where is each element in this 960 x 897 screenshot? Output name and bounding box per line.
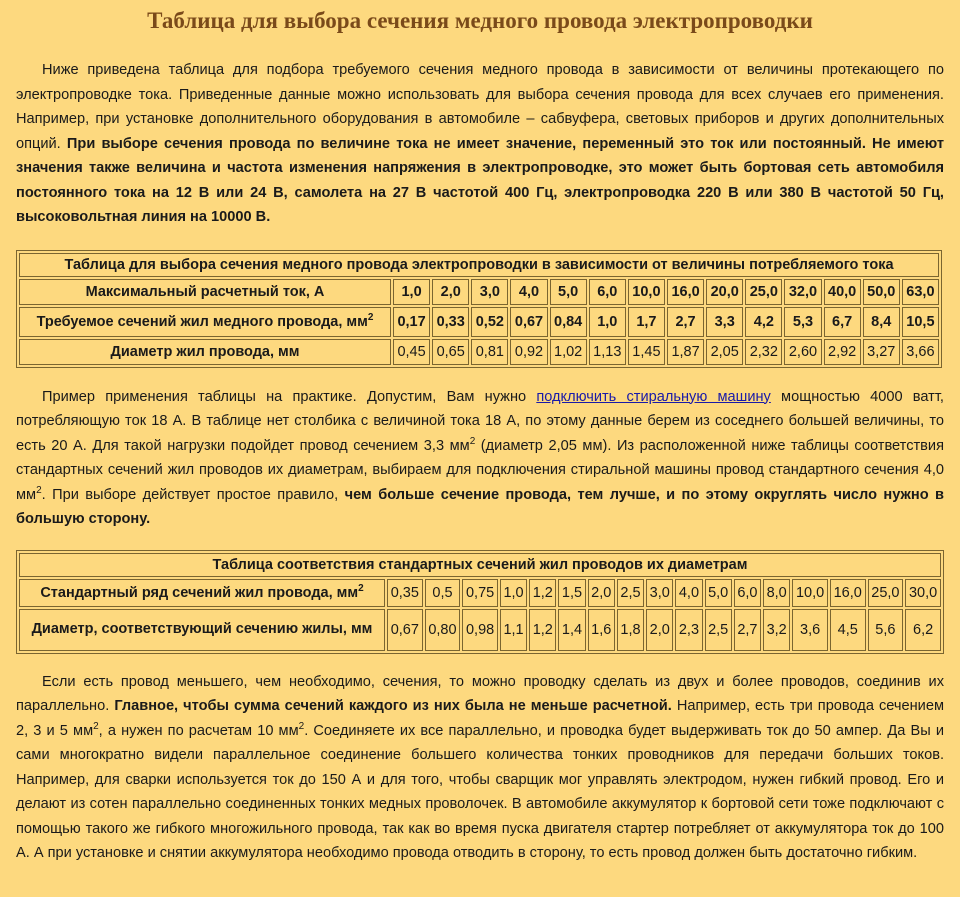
table1-diameter-cell: 2,32 — [745, 339, 782, 365]
table1-current-cell: 25,0 — [745, 279, 782, 305]
table1-diameter-cell: 2,92 — [824, 339, 861, 365]
table1-section-cell: 5,3 — [784, 307, 821, 337]
table1-section-cell: 0,84 — [550, 307, 587, 337]
table1-diameter-cell: 1,45 — [628, 339, 665, 365]
table2-section-cell: 4,0 — [675, 579, 702, 607]
table2-section-cell: 1,0 — [500, 579, 527, 607]
table2-section-cell: 1,5 — [558, 579, 585, 607]
example-bold-text: чем больше сечение провода, тем лучше, и по этому округлять число нужно в большую сторону. — [16, 486, 945, 527]
example-paragraph: Пример применения таблицы на практике. Допустим, Вам нужно подключить стиральную машину мощностью 4000 ватт, потребляющую ток 18 А. В таблице нет столбика с величиной тока 18 А, по этому данные берем из соседнего большей величины, то есть 20 А. Для такой нагрузки подойдет провод сечением 3,3 $мм^2$ (диаметр 2,05 мм). Из расположенной ниже таблицы соответствия стандартных сечений жил проводов их диаметрам, выбираем для подключения стиральной машины провод стандартного сечения 4,0 $мм^2$. При выборе действует простое правило, чем больше сечение провода, тем лучше, и по этому округлять число нужно в большую сторону. — [16, 388, 945, 527]
table1-section-cell: 0,33 — [432, 307, 469, 337]
table1-caption: Таблица для выбора сечения медного провода электропроводки в зависимости от величины потребляемого тока — [19, 253, 939, 277]
table1-diameter-label: Диаметр жил провода, мм — [19, 339, 391, 365]
table1-diameter-cell: 0,81 — [471, 339, 508, 365]
standard-sections-table — [16, 550, 944, 654]
table1-diameter-cell: 0,45 — [393, 339, 430, 365]
table2-diameter-cell: 6,2 — [905, 609, 941, 651]
table1-diameter-cell: 2,05 — [706, 339, 743, 365]
table1-diameter-cell: 1,87 — [667, 339, 704, 365]
table2-section-cell: 5,0 — [705, 579, 732, 607]
table1-diameter-cell: 2,60 — [784, 339, 821, 365]
intro-paragraph — [16, 58, 944, 230]
table1-section-cell: 10,5 — [902, 307, 939, 337]
table2-diameter-cell: 0,98 — [462, 609, 498, 651]
table1-diameter-cell: 3,27 — [863, 339, 900, 365]
table2-section-cell: 25,0 — [868, 579, 904, 607]
table2-diameter-cell: 4,5 — [830, 609, 866, 651]
parallel-paragraph: Если есть провод меньшего, чем необходимо, сечения, то можно проводку сделать из двух и более проводов, соединив их параллельно. Главное, чтобы сумма сечений каждого из них была не меньше расчетной. Например, есть три провода сечением 2, 3 и 5 $мм^2$, а нужен по расчетам 10 $мм^2$. Соединяете их все параллельно, и проводка будет выдерживать ток до 50 ампер. Да Вы и сами многократно видели параллельное соединение большего количества тонких проводников для передачи больших токов. Например, для сварки используется ток до 150 А и для того, чтобы сварщик мог управлять электродом, нужен гибкий провод. Его и делают из сотен параллельно соединенных тонких медных проволочек. В автомобиле аккумулятор к бортовой сети тоже подключают с помощью такого же гибкого многожильного провода, так как во время пуска двигателя стартер потребляет от аккумулятора ток до 100 А. А при установке и снятии аккумулятора необходимо провода отводить в сторону, то есть провод должен быть достаточно гибким. — [16, 673, 944, 861]
parallel-bold-text: Главное, чтобы сумма сечений каждого из них была не меньше расчетной. — [114, 698, 672, 714]
table2-section-cell: 8,0 — [763, 579, 790, 607]
table2-section-cell: 1,2 — [529, 579, 556, 607]
table1-current-cell: 50,0 — [863, 279, 900, 305]
table1-diameter-cell: 1,02 — [550, 339, 587, 365]
table1-current-cell: 4,0 — [510, 279, 547, 305]
table1-current-cell: 5,0 — [550, 279, 587, 305]
parallel-text: Если есть провод меньшего, чем необходимо, сечения, то можно проводку сделать из двух и более проводов, соединив их параллельно. — [16, 673, 944, 714]
table1-section-cell: 6,7 — [824, 307, 861, 337]
table1-section-label: Требуемое сечений жил медного провода, $мм^2$ — [19, 307, 391, 337]
table1-current-cell: 32,0 — [784, 279, 821, 305]
table2-diameter-cell: 3,6 — [792, 609, 828, 651]
table2-diameter-cell: 2,0 — [646, 609, 673, 651]
table2-diameter-cell: 3,2 — [763, 609, 790, 651]
table2-diameter-cell: 5,6 — [868, 609, 904, 651]
table1-section-cell: 3,3 — [706, 307, 743, 337]
table1-section-cell: 2,7 — [667, 307, 704, 337]
table1-current-cell: 16,0 — [667, 279, 704, 305]
table1-section-cell: 0,52 — [471, 307, 508, 337]
table1-section-cell: 4,2 — [745, 307, 782, 337]
table1-current-label: Максимальный расчетный ток, А — [19, 279, 391, 305]
table1-diameter-cell: 0,65 — [432, 339, 469, 365]
table2-diameter-cell: 0,67 — [387, 609, 423, 651]
table1-diameter-cell: 3,66 — [902, 339, 939, 365]
table2-section-cell: 0,35 — [387, 579, 423, 607]
table2-section-cell: 3,0 — [646, 579, 673, 607]
table2-section-cell: 2,5 — [617, 579, 644, 607]
table1-diameter-cell: 0,92 — [510, 339, 547, 365]
table1-current-cell: 40,0 — [824, 279, 861, 305]
table1-diameter-cell: 1,13 — [589, 339, 626, 365]
table2-diameter-cell: 2,7 — [734, 609, 761, 651]
table1-current-cell: 1,0 — [393, 279, 430, 305]
table2-section-cell: 30,0 — [905, 579, 941, 607]
table2-diameter-cell: 1,8 — [617, 609, 644, 651]
intro-bold-text: При выборе сечения провода по величине тока не имеет значение, переменный это ток или постоянный. Не имеют значения также величина и частота изменения напряжения в электропроводке, это может быть бортовая сеть автомобиля постоянного тока на 12 В или 24 В, самолета на 27 В частотой 400 Гц, электропроводка 220 В или 380 В частотой 50 Гц, высоковольтная линия на 10000 В. — [16, 135, 944, 225]
table2-diameter-cell: 2,3 — [675, 609, 702, 651]
current-section-table — [16, 250, 942, 368]
table1-current-cell: 6,0 — [589, 279, 626, 305]
table1-section-cell: 0,17 — [393, 307, 430, 337]
intro-text: Ниже приведена таблица для подбора требуемого сечения медного провода в зависимости от величины протекающего по электропроводке тока. Приведенные данные можно использовать для выбора сечения провода для всех случаев его применения. Например, при установке дополнительного оборудования в автомобиле – сабвуфера, световых приборов и других дополнительных опций. — [16, 62, 944, 152]
table2-diameter-cell: 2,5 — [705, 609, 732, 651]
washing-machine-link[interactable]: подключить стиральную машину — [536, 388, 771, 405]
table2-section-cell: 0,5 — [425, 579, 461, 607]
table2-diameter-cell: 1,4 — [558, 609, 585, 651]
table2-section-label: Стандартный ряд сечений жил провода, $мм^2$ — [19, 579, 385, 607]
table2-section-cell: 16,0 — [830, 579, 866, 607]
table1-section-cell: 0,67 — [510, 307, 547, 337]
table2-caption: Таблица соответствия стандартных сечений жил проводов их диаметрам — [19, 553, 941, 577]
table2-section-cell: 2,0 — [588, 579, 615, 607]
page-title: Таблица для выбора сечения медного провода электропроводки — [147, 8, 813, 33]
table1-current-cell: 2,0 — [432, 279, 469, 305]
table1-section-cell: 8,4 — [863, 307, 900, 337]
table2-section-cell: 10,0 — [792, 579, 828, 607]
table1-current-cell: 20,0 — [706, 279, 743, 305]
table2-diameter-cell: 0,80 — [425, 609, 461, 651]
table1-current-cell: 63,0 — [902, 279, 939, 305]
example-text: Пример применения таблицы на практике. Допустим, Вам нужно — [42, 388, 537, 405]
table1-current-cell: 3,0 — [471, 279, 508, 305]
table2-section-cell: 6,0 — [734, 579, 761, 607]
table2-diameter-cell: 1,2 — [529, 609, 556, 651]
table2-diameter-label: Диаметр, соответствующий сечению жилы, мм — [19, 609, 385, 651]
table1-section-cell: 1,0 — [589, 307, 626, 337]
table2-diameter-cell: 1,1 — [500, 609, 527, 651]
table2-section-cell: 0,75 — [462, 579, 498, 607]
table2-diameter-cell: 1,6 — [588, 609, 615, 651]
table1-section-cell: 1,7 — [628, 307, 665, 337]
table1-current-cell: 10,0 — [628, 279, 665, 305]
